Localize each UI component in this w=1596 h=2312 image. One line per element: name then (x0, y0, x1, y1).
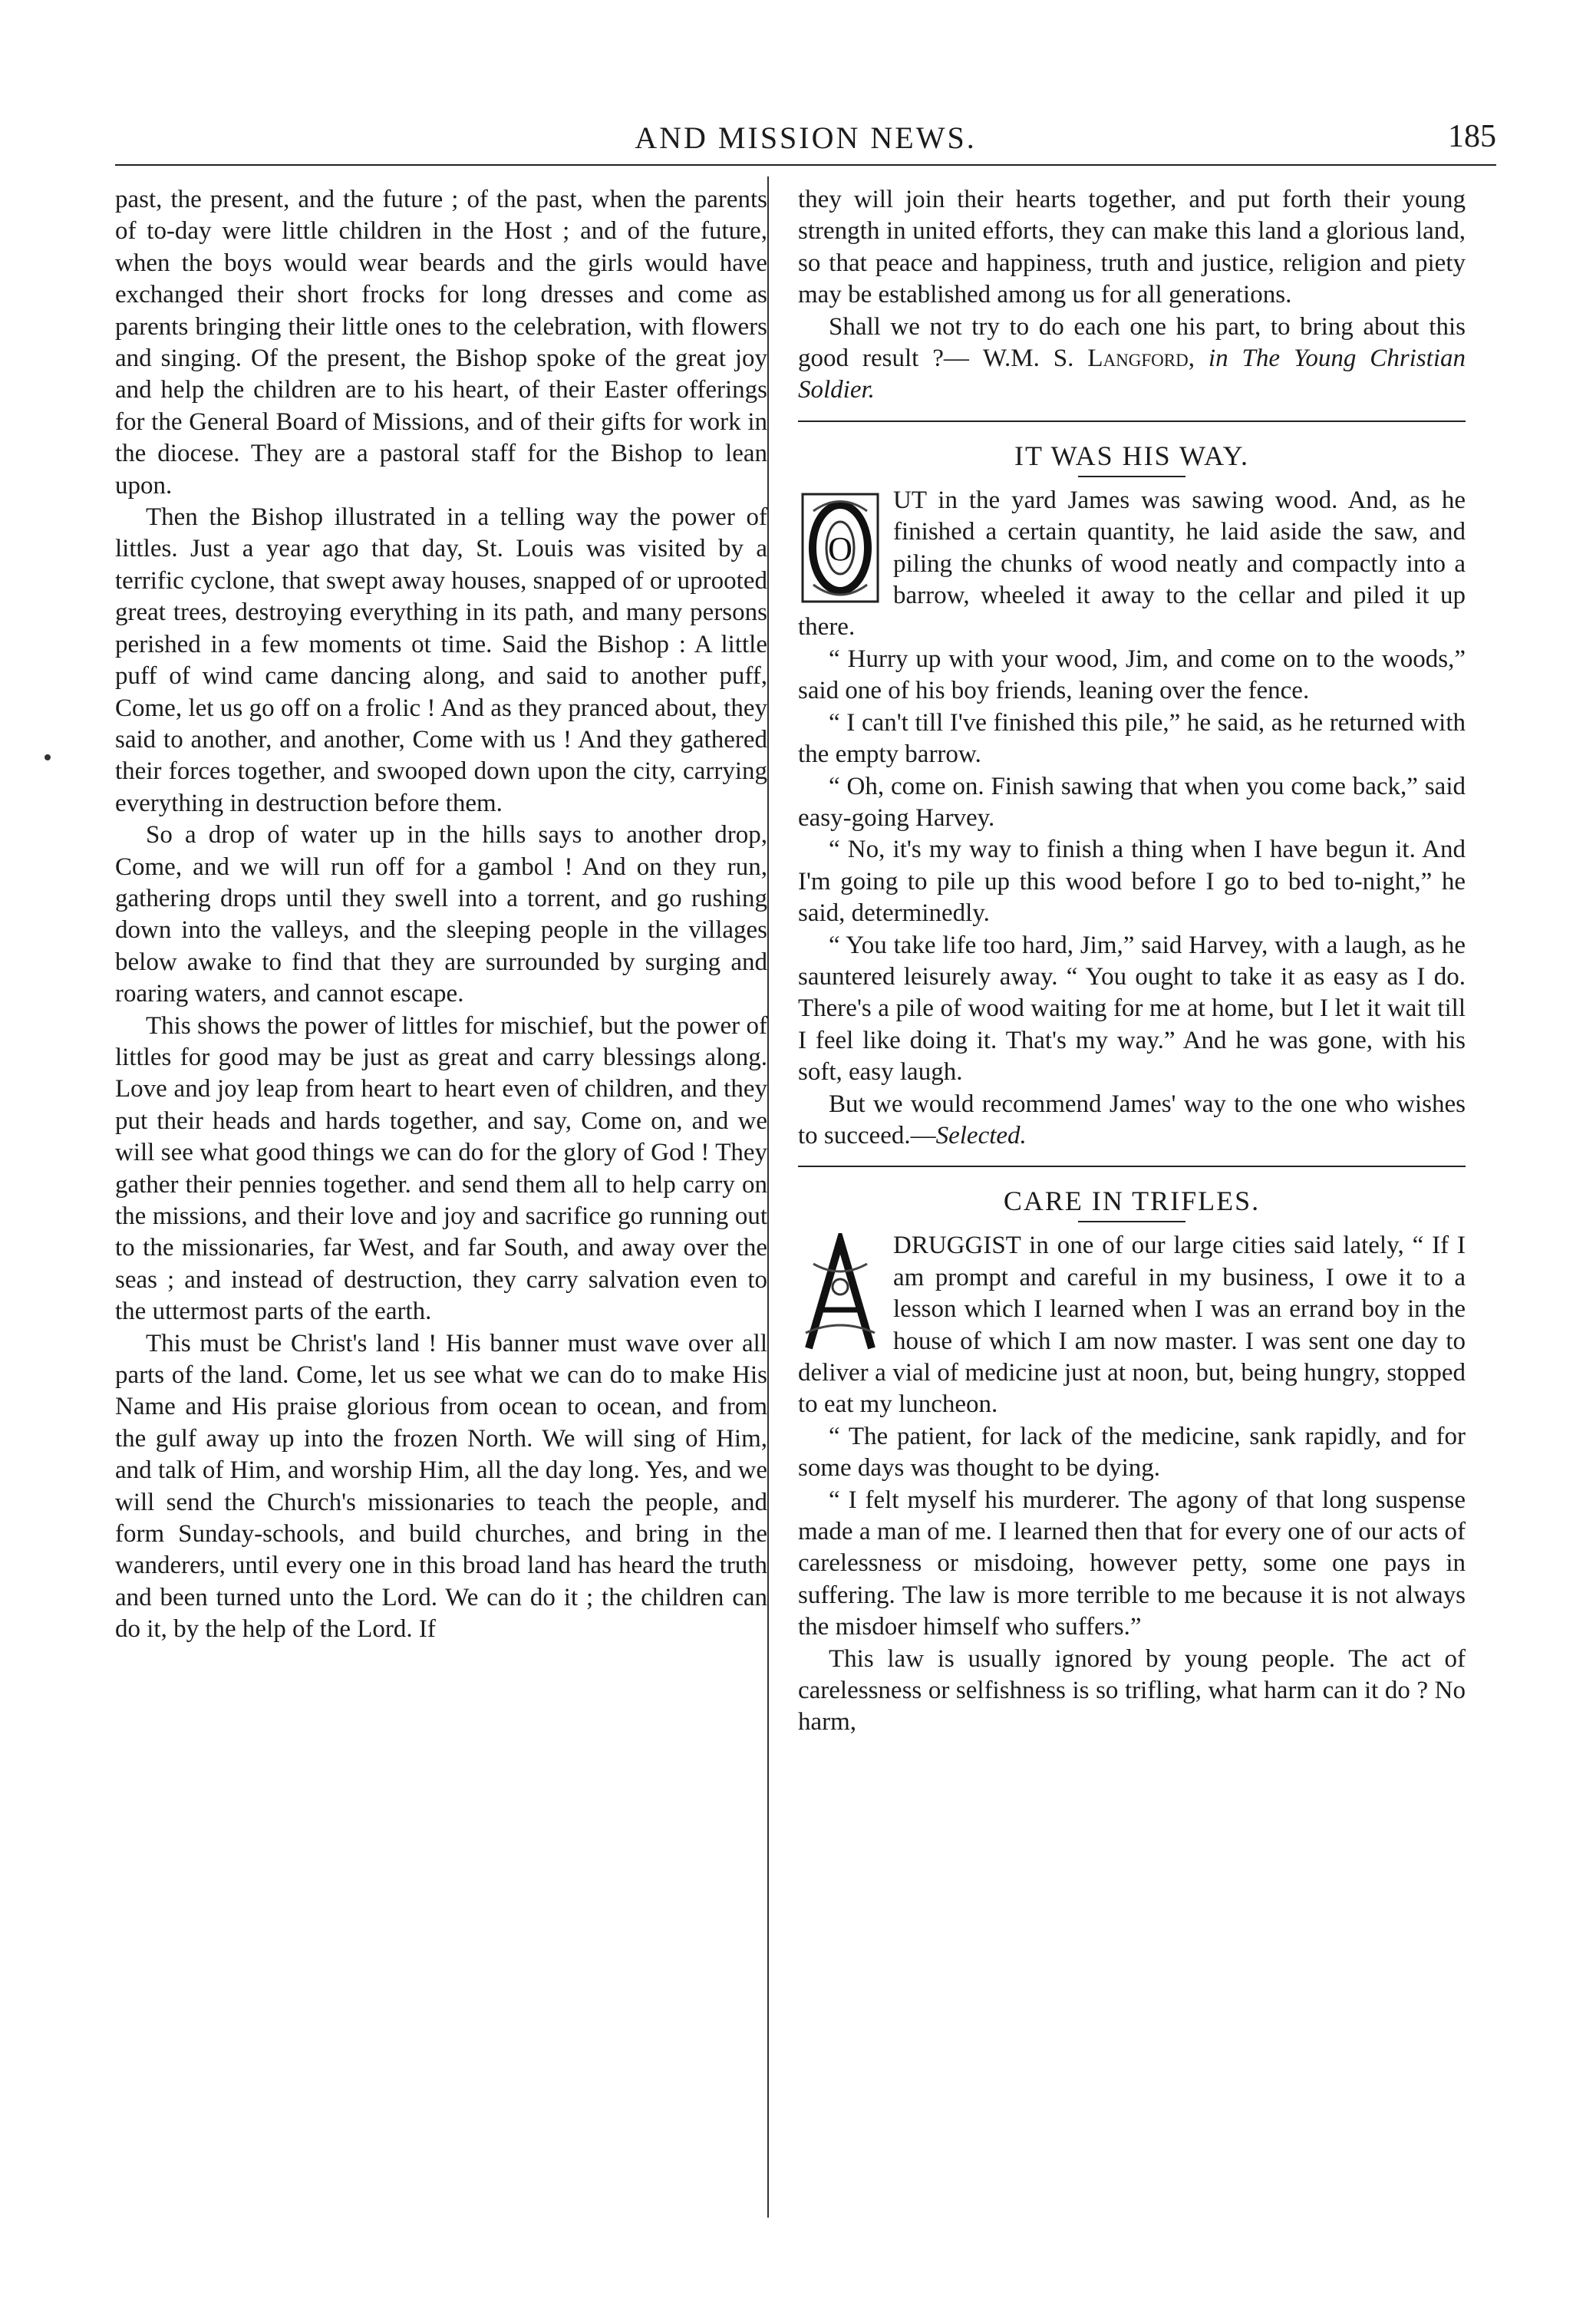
paragraph: “ I can't till I've finished this pile,” he said, as he returned with the empty barrow. (798, 708, 1466, 769)
paragraph: Then the Bishop illustrated in a telling way the power of littles. Just a year ago that day, St. Louis was visited by a terrific cyclone, that swept away houses, snapped of or uprooted great trees, destroying everything in its path, and many persons perished in a few moments ot time. Said the Bishop : A little puff of wind came dancing along, and said to another puff, Come, let us go off on a frolic ! And as they pranced about, they said to another, and another, Come with us ! And they gathered their forces together, and swooped down upon the city, carrying everything in destruction before them. (115, 503, 767, 817)
ornamental-initial-o (798, 488, 882, 611)
paragraph: “ No, it's my way to finish a thing when I have begun it. And I'm going to pile up this wood before I go to bed to-night,” he said, determinedly. (798, 836, 1466, 928)
article-title: IT WAS HIS WAY. (1014, 440, 1250, 471)
paragraph: This shows the power of littles for mischief, but the power of littles for good may be just as great and carry blessings along. Love and joy leap from heart to heart even of children, and they put their heads and hards together, and say, Come on, and we will see what good things we can do for the glory of God ! They gather their pennies together. and send them all to help carry on the missions, and their love and joy and sacrifice go running out to the missionaries, far West, and far South, and away over the seas ; and instead of destruction, they carry salvation even to the uttermost parts of the earth. (115, 1011, 767, 1326)
byline-paragraph (798, 312, 1466, 407)
margin-speck (45, 754, 51, 760)
paragraph: they will join their hearts together, and put forth their young strength in united efforts, they can make this land a glorious land, so that peace and happiness, truth and justice, religion and piety may be established among us for all generations. (798, 186, 1466, 309)
left-column (115, 184, 767, 1646)
article-title: CARE IN TRIFLES. (1003, 1186, 1261, 1217)
paragraph: “ You take life too hard, Jim,” said Harvey, with a laugh, as he sauntered leisurely away. “ You ought to take it as easy as I do. There's a pile of wood waiting for me at home, but I let it wait till I feel like doing it. That's my way.” And he was gone, with his soft, easy laugh. (798, 931, 1466, 1087)
article-opening-paragraph (798, 1230, 1466, 1420)
author-name: W.M. S. Langford, (982, 345, 1195, 373)
source-citation: in The Young Christian Soldier. (798, 345, 1466, 404)
paragraph: “ Hurry up with your wood, Jim, and come on to the woods,” said one of his boy friends, leaning over the fence. (798, 645, 1466, 705)
source-citation: Selected. (935, 1121, 1027, 1149)
paragraph: “ Oh, come on. Finish sawing that when you come back,” said easy-going Harvey. (798, 772, 1466, 832)
right-column (798, 184, 1466, 1739)
paragraph-text: UT in the yard James was sawing wood. And, as he finished a certain quantity, he laid aside the saw, and piling the chunks of wood neatly and compactly into a barrow, wheeled it away to the cellar and piled it up there. (798, 486, 1466, 641)
paragraph-text: But we would recommend James' way to the one who wishes to succeed.— (798, 1090, 1466, 1149)
title-underline (1078, 476, 1185, 477)
ornamental-initial-o-icon (798, 488, 882, 611)
paragraph: past, the present, and the future ; of the past, when the parents of to-day were little children in the Host ; and of the future, when the boys would wear beards and the girls would have exchanged their short frocks for long dresses and come as parents bringing their little ones to the celebration, with flowers and singing. Of the present, the Bishop spoke of the great joy and help the children are to his heart, of their Easter offerings for the General Board of Missions, and of their gifts for work in the diocese. They are a pastoral staff for the Bishop to lean upon. (115, 186, 767, 500)
svg-text:O: O (828, 529, 852, 568)
paragraph: So a drop of water up in the hills says to another drop, Come, and we will run off for a gambol ! And on they run, gathering drops until they swell into a torrent, and go rushing down into the valleys, and the sleeping people in the villages below awake to find that they are surrounded by surging and roaring waters, and cannot escape. (115, 821, 767, 1008)
paragraph: “ The patient, for lack of the medicine, sank rapidly, and for some days was thought to be dying. (798, 1422, 1466, 1483)
svg-text:A: A (839, 1350, 841, 1351)
ornamental-initial-a-icon (798, 1233, 882, 1356)
article-opening-paragraph (798, 485, 1466, 644)
paragraph: This must be Christ's land ! His banner must wave over all parts of the land. Come, let us see what we can do to make His Name and His praise glorious from ocean to ocean, and from the gulf away up into the frozen North. We will sing of Him, and talk of Him, and worship Him, all the day long. Yes, and we will send the Church's missionaries to teach the people, and form Sunday-schools, and build churches, and bring in the wanderers, until every one in this broad land has heard the truth and been turned unto the Lord. We can do it ; the children can do it, by the help of the Lord. If (115, 1329, 767, 1644)
column-divider (767, 176, 769, 2218)
paragraph: This law is usually ignored by young people. The act of carelessness or selfishness is so trifling, what harm can it do ? No harm, (798, 1644, 1466, 1736)
paragraph-text: Shall we not try to do each one his part, to bring about this good result ?— (798, 312, 1466, 373)
paragraph: “ I felt myself his murderer. The agony of that long suspense made a man of me. I learned then that for every one of our acts of carelessness or misdoing, however petty, some one pays in suffering. The law is more terrible to me because it is not always the misdoer himself who suffers.” (798, 1486, 1466, 1641)
page-number: 185 (1448, 119, 1496, 154)
section-divider (798, 1166, 1466, 1167)
paragraph (798, 1089, 1466, 1153)
title-underline (1078, 1221, 1185, 1222)
section-divider (798, 421, 1466, 422)
ornamental-initial-a (798, 1233, 882, 1356)
paragraph-text: DRUGGIST in one of our large cities said lately, “ If I am prompt and careful in my business, I owe it to a lesson which I learned when I was an errand boy in the house of which I am now master. I was sent one day to deliver a vial of medicine just at noon, but, being hungry, stopped to eat my luncheon. (798, 1232, 1466, 1419)
running-header (115, 115, 1496, 166)
running-title: AND MISSION NEWS. (635, 120, 977, 155)
